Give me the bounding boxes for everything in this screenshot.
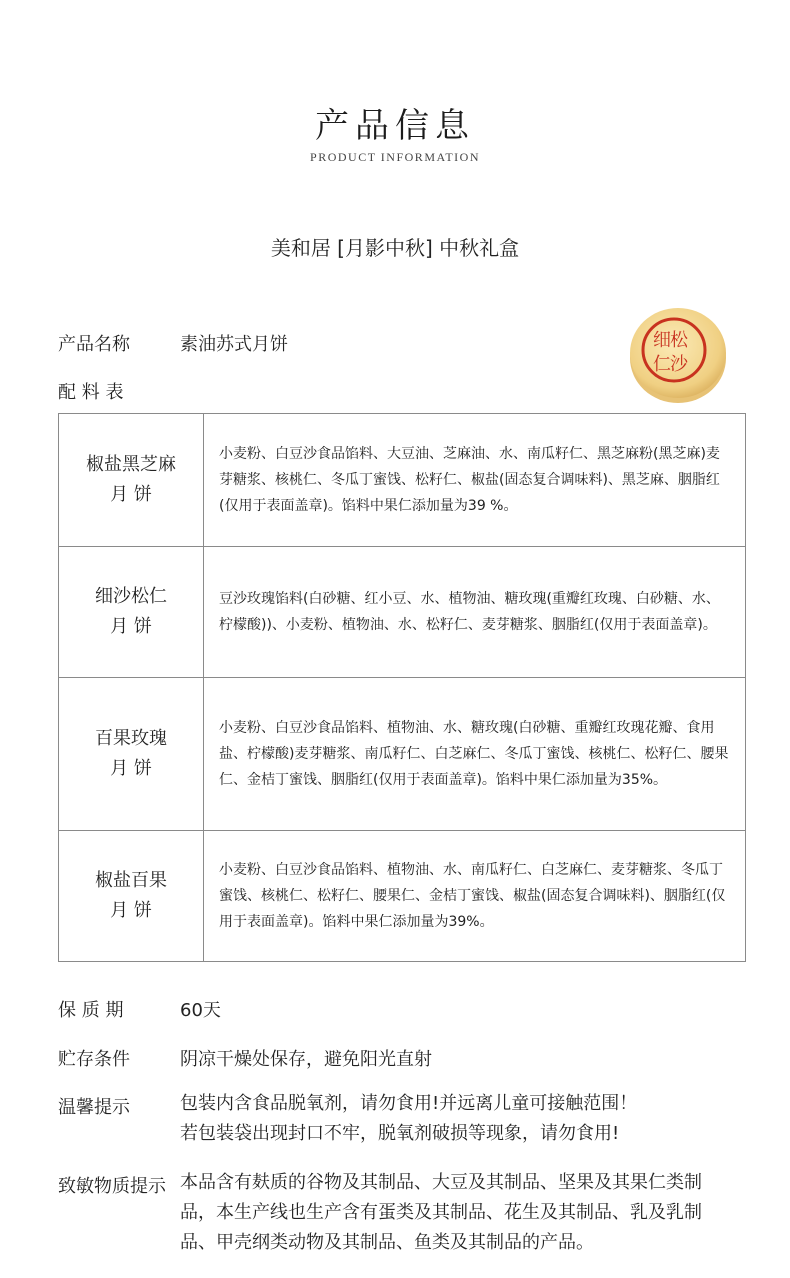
- ingredients-table: [58, 413, 746, 962]
- flavor-ingredients: 小麦粉、白豆沙食品馅料、大豆油、芝麻油、水、南瓜籽仁、黑芝麻粉(黑芝麻)麦芽糖浆、核桃仁、冬瓜丁蜜饯、松籽仁、椒盐(固态复合调味料)、黑芝麻、胭脂红(仅用于表面盖章)。馅料中果仁添加量为39 %。: [204, 414, 746, 547]
- table-row: [59, 678, 746, 831]
- flavor-name-line2: 月 饼: [110, 900, 152, 921]
- flavor-name-line1: 椒盐百果: [95, 870, 167, 891]
- warning-label: 温馨提示: [58, 1097, 130, 1118]
- flavor-name-line1: 椒盐黑芝麻: [86, 454, 176, 475]
- warning-line2: 若包装袋出现封口不牢，脱氧剂破损等现象，请勿食用!: [180, 1123, 620, 1144]
- product-name-label: 产品名称: [58, 334, 130, 355]
- table-row: [59, 547, 746, 678]
- allergen-label: 致敏物质提示: [58, 1176, 166, 1197]
- table-row: [59, 831, 746, 962]
- flavor-ingredients: 小麦粉、白豆沙食品馅料、植物油、水、南瓜籽仁、白芝麻仁、麦芽糖浆、冬瓜丁蜜饯、核桃仁、松籽仁、腰果仁、金桔丁蜜饯、椒盐(固态复合调味料)、胭脂红(仅用于表面盖章)。馅料中果仁添加量为39%。: [204, 831, 746, 962]
- stamp-char-sha: 沙: [670, 354, 688, 375]
- shelf-life-label: 保 质 期: [58, 1000, 124, 1021]
- flavor-name: [59, 547, 204, 678]
- ingredients-label: 配 料 表: [58, 382, 124, 403]
- allergen-text: [180, 1168, 702, 1258]
- stamp-char-song: 松: [670, 330, 688, 351]
- shelf-life-value: 60天: [180, 1000, 221, 1021]
- flavor-ingredients: 豆沙玫瑰馅料(白砂糖、红小豆、水、植物油、糖玫瑰(重瓣红玫瑰、白砂糖、水、柠檬酸))、小麦粉、植物油、水、松籽仁、麦芽糖浆、胭脂红(仅用于表面盖章)。: [204, 547, 746, 678]
- product-line-title: 美和居 [月影中秋] 中秋礼盒: [270, 236, 520, 260]
- storage-value: 阴凉干燥处保存，避免阳光直射: [180, 1049, 432, 1070]
- product-name-value: 素油苏式月饼: [180, 334, 288, 355]
- flavor-name: [59, 414, 204, 547]
- flavor-ingredients: 小麦粉、白豆沙食品馅料、植物油、水、糖玫瑰(白砂糖、重瓣红玫瑰花瓣、食用盐、柠檬酸)麦芽糖浆、南瓜籽仁、白芝麻仁、冬瓜丁蜜饯、核桃仁、松籽仁、腰果仁、金桔丁蜜饯、胭脂红(仅用于表面盖章)。馅料中果仁添加量为35%。: [204, 678, 746, 831]
- stamp-char-xi: 细: [653, 330, 671, 351]
- flavor-name-line2: 月 饼: [110, 758, 152, 779]
- table-row: [59, 414, 746, 547]
- page-title: 产品信息: [315, 106, 475, 146]
- flavor-name: [59, 678, 204, 831]
- flavor-name-line1: 百果玫瑰: [95, 728, 167, 749]
- allergen-line1: 本品含有麸质的谷物及其制品、大豆及其制品、坚果及其果仁类制: [180, 1172, 702, 1193]
- page-subtitle: PRODUCT INFORMATION: [310, 150, 480, 164]
- stamp-char-ren: 仁: [653, 354, 671, 375]
- warning-text: [180, 1089, 637, 1149]
- flavor-name: [59, 831, 204, 962]
- flavor-name-line1: 细沙松仁: [95, 586, 167, 607]
- flavor-name-line2: 月 饼: [110, 616, 152, 637]
- warning-line1: 包装内含食品脱氧剂，请勿食用!并远离儿童可接触范围！: [180, 1093, 638, 1114]
- allergen-line2: 品，本生产线也生产含有蛋类及其制品、花生及其制品、乳及乳制: [180, 1202, 702, 1223]
- flavor-name-line2: 月 饼: [110, 484, 152, 505]
- mooncake-image: [628, 306, 728, 404]
- allergen-line3: 品、甲壳纲类动物及其制品、鱼类及其制品的产品。: [180, 1232, 594, 1253]
- storage-label: 贮存条件: [58, 1049, 130, 1070]
